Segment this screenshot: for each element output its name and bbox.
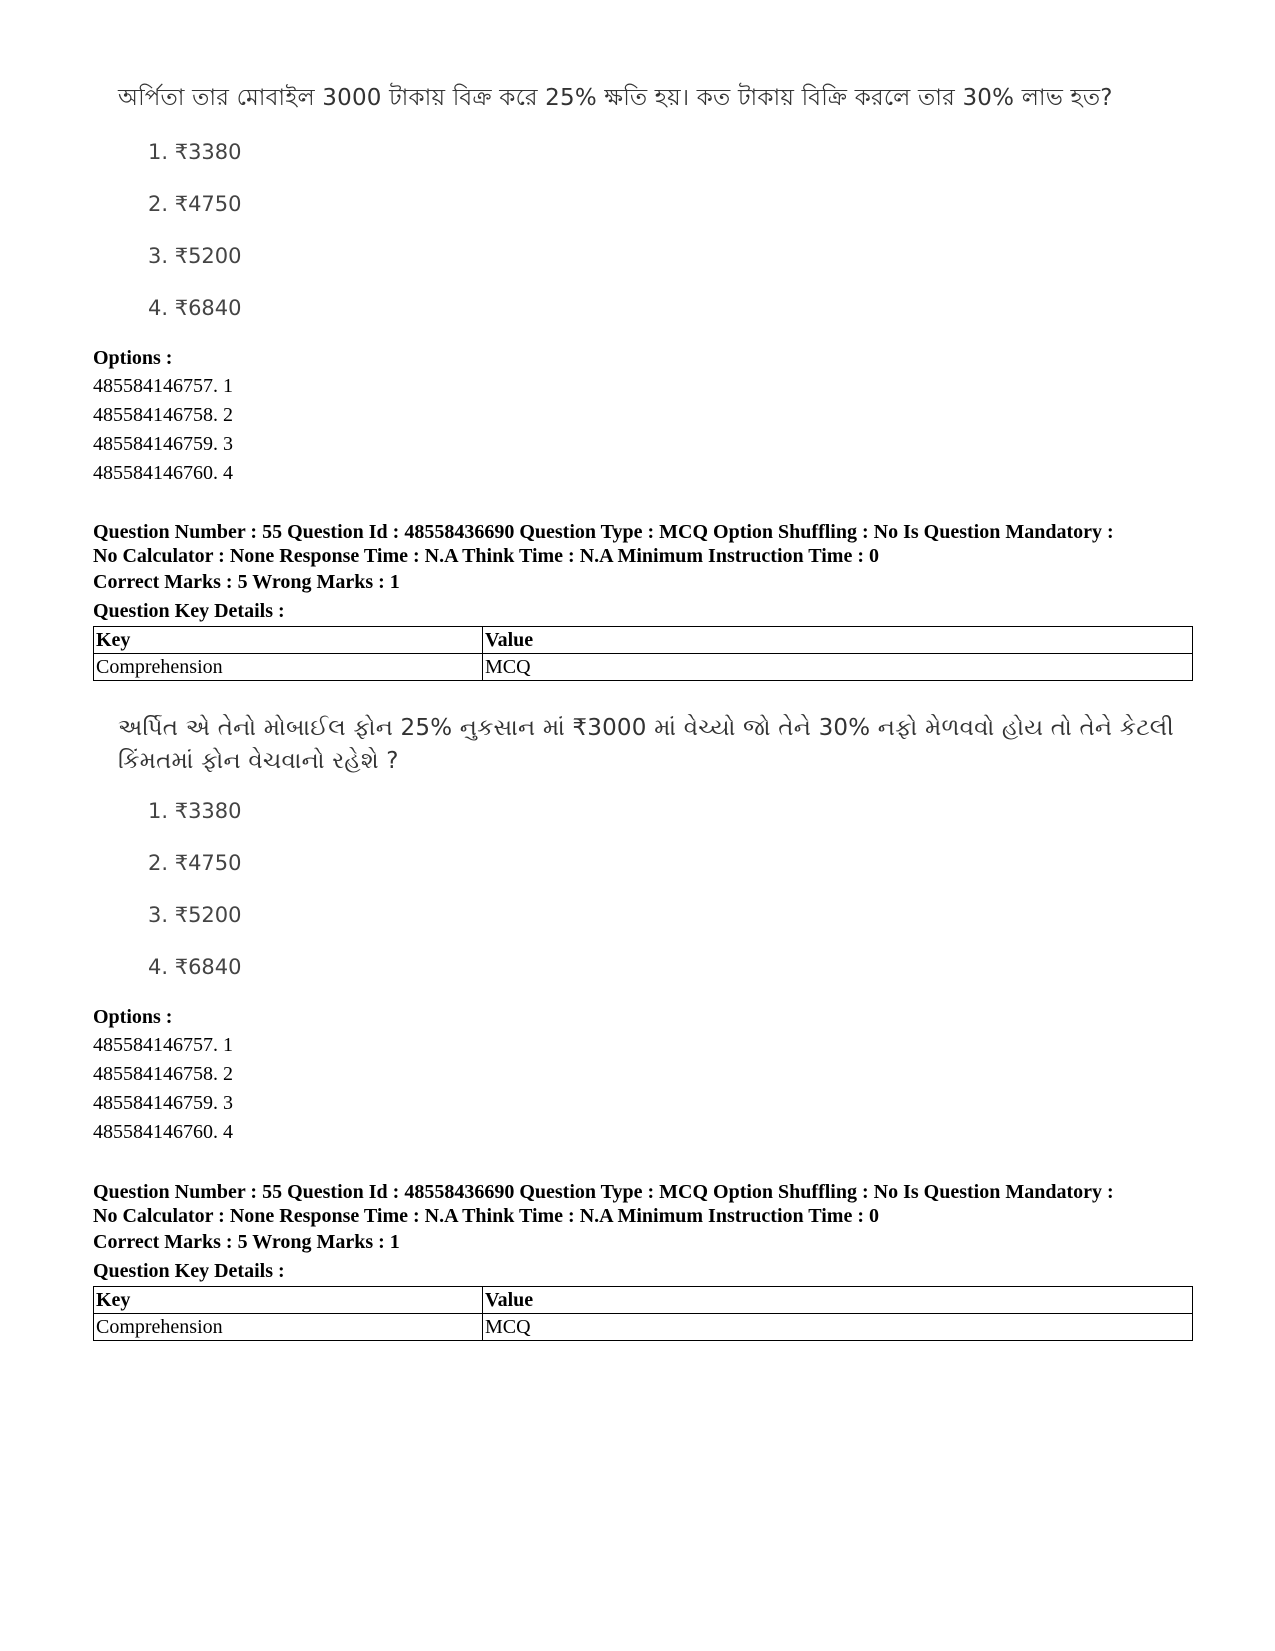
table-header-row	[94, 1287, 1193, 1314]
question-meta-1	[93, 520, 1193, 681]
option-id-line: 485584146758. 2	[93, 404, 233, 426]
option-id-line: 485584146758. 2	[93, 1063, 233, 1085]
table-row	[94, 1314, 1193, 1341]
choice-2: 2. ₹4750	[148, 192, 242, 216]
choice-4: 4. ₹6840	[148, 955, 242, 979]
table-header-value: Value	[483, 627, 1193, 654]
choice-1: 1. ₹3380	[148, 799, 242, 823]
options-list-2	[93, 1003, 1193, 1147]
table-cell-value: MCQ	[483, 654, 1193, 681]
table-header-key: Key	[94, 1287, 483, 1314]
options-list-1	[93, 344, 1193, 488]
option-id-line: 485584146759. 3	[93, 433, 233, 455]
option-id-line: 485584146759. 3	[93, 1092, 233, 1114]
question-meta-2	[93, 1180, 1193, 1341]
meta-line-2: No Calculator : None Response Time : N.A Think Time : N.A Minimum Instruction Time : 0	[93, 1205, 879, 1227]
question-2-text-line-2: કિંમતમાં ફોન વેચવાનો રહેશે ?	[118, 748, 399, 774]
option-id-line: 485584146760. 4	[93, 462, 233, 484]
question-2-image	[118, 712, 1174, 778]
choice-4: 4. ₹6840	[148, 296, 242, 320]
choice-1: 1. ₹3380	[148, 140, 242, 164]
marks-line: Correct Marks : 5 Wrong Marks : 1	[93, 1231, 400, 1253]
choice-3: 3. ₹5200	[148, 244, 242, 268]
table-cell-value: MCQ	[483, 1314, 1193, 1341]
meta-line-1: Question Number : 55 Question Id : 48558436690 Question Type : MCQ Option Shuffling : No Is Question Mandatory :	[93, 1181, 1114, 1203]
key-details-label: Question Key Details :	[93, 600, 285, 622]
meta-line-1: Question Number : 55 Question Id : 48558436690 Question Type : MCQ Option Shuffling : No Is Question Mandatory :	[93, 521, 1114, 543]
key-details-table	[93, 1286, 1193, 1341]
meta-line-2: No Calculator : None Response Time : N.A Think Time : N.A Minimum Instruction Time : 0	[93, 545, 879, 567]
option-id-line: 485584146757. 1	[93, 1034, 233, 1056]
key-details-label: Question Key Details :	[93, 1260, 285, 1282]
table-cell-key: Comprehension	[94, 1314, 483, 1341]
question-1-text: অর্পিতা তার মোবাইল 3000 টাকায় বিক্র করে 25% ক্ষতি হয়। কত টাকায় বিক্রি করলে তার 30% লাভ হত?	[118, 85, 1113, 111]
option-id-line: 485584146760. 4	[93, 1121, 233, 1143]
choice-2: 2. ₹4750	[148, 851, 242, 875]
question-1-image	[118, 82, 1113, 115]
question-2-text-line-1: અર્પિત એ તેનો મોબાઈલ ફોન 25% નુકસાન માં ₹3000 માં વેચ્યો જો તેને 30% નફો મેળવવો હોય તો તેને કેટલી	[118, 715, 1174, 741]
marks-line: Correct Marks : 5 Wrong Marks : 1	[93, 571, 400, 593]
options-label: Options :	[93, 1006, 173, 1028]
key-details-table	[93, 626, 1193, 681]
table-header-value: Value	[483, 1287, 1193, 1314]
options-label: Options :	[93, 347, 173, 369]
table-header-row	[94, 627, 1193, 654]
table-cell-key: Comprehension	[94, 654, 483, 681]
table-header-key: Key	[94, 627, 483, 654]
option-id-line: 485584146757. 1	[93, 375, 233, 397]
choice-3: 3. ₹5200	[148, 903, 242, 927]
table-row	[94, 654, 1193, 681]
